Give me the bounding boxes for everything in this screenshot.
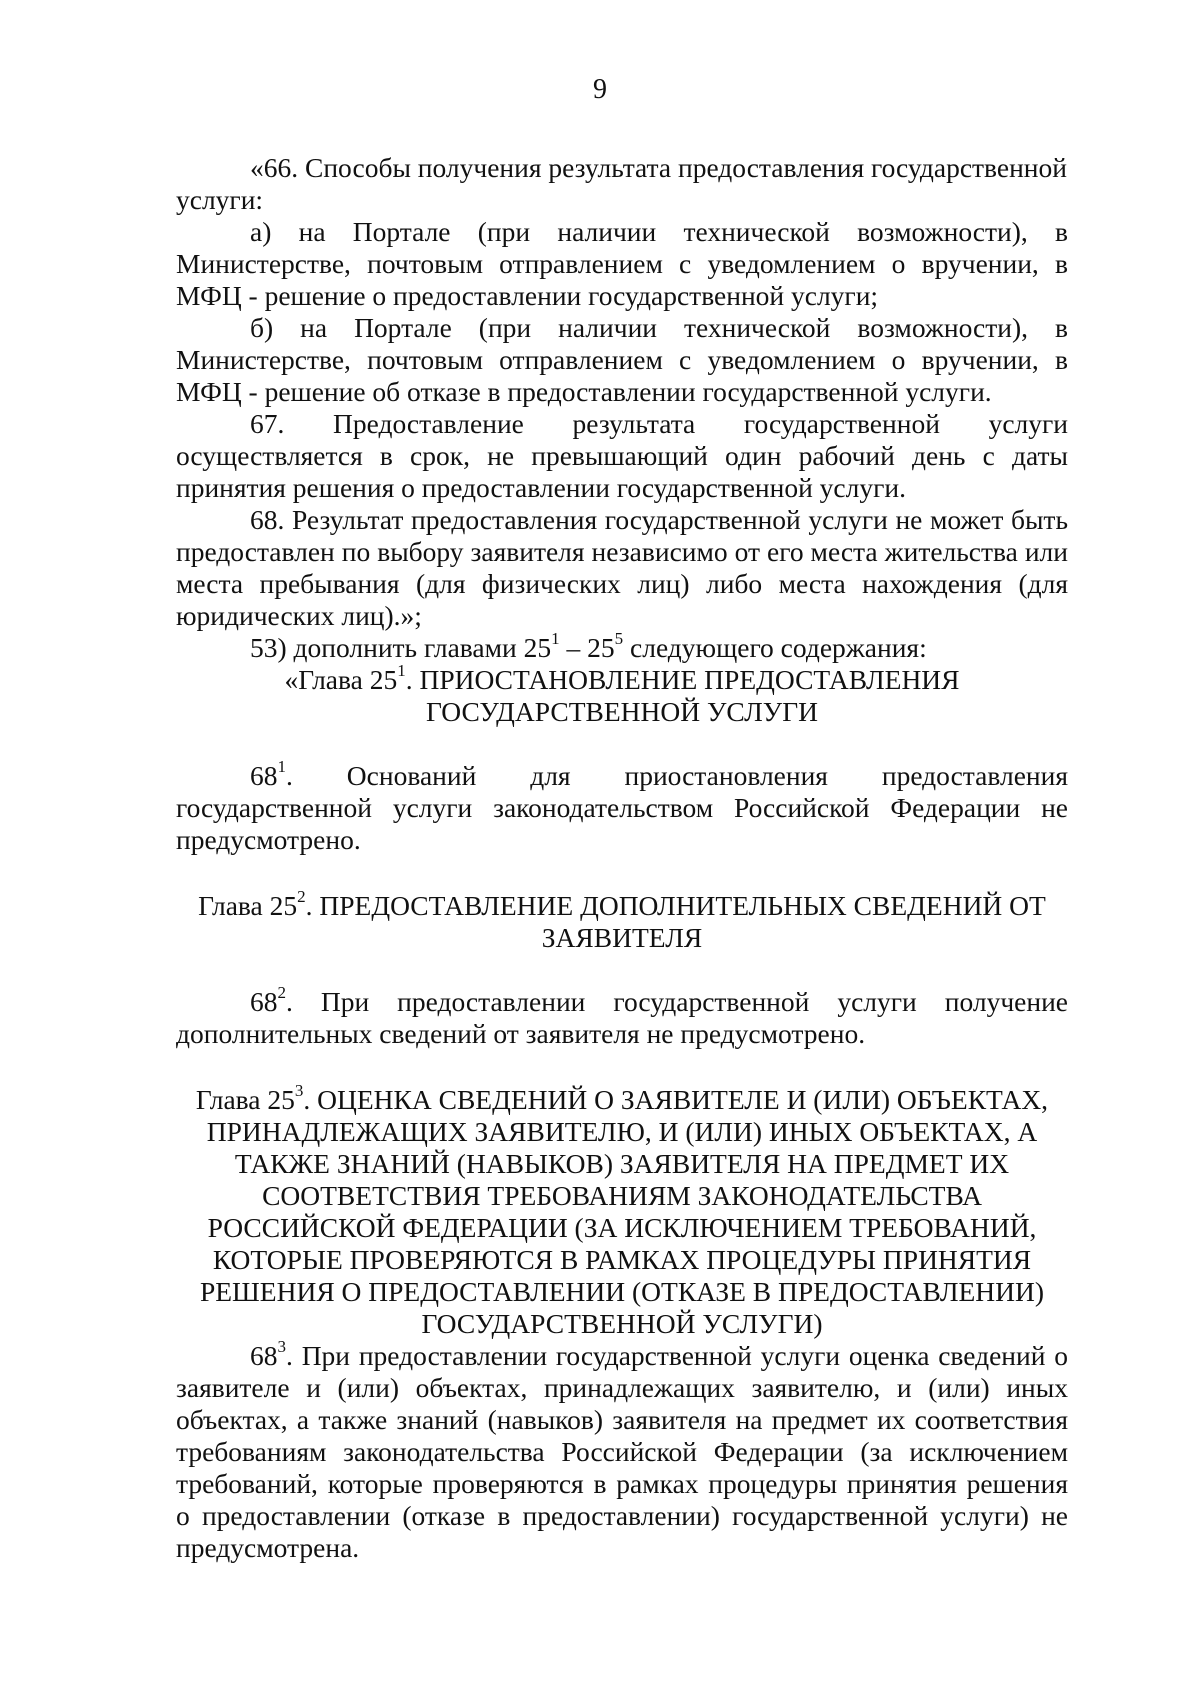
superscript: 5 — [614, 629, 624, 649]
heading-line: РЕШЕНИЯ О ПРЕДОСТАВЛЕНИИ (ОТКАЗЕ В ПРЕДОСТАВЛЕНИИ) — [199, 1276, 1045, 1307]
heading-line: КОТОРЫЕ ПРОВЕРЯЮТСЯ В РАМКАХ ПРОЦЕДУРЫ ПРИНЯТИЯ — [212, 1244, 1032, 1275]
document-body — [176, 152, 1068, 1564]
superscript: 1 — [397, 661, 406, 681]
paragraph-number: 68 — [250, 760, 278, 791]
heading-text: Глава 25 — [198, 890, 298, 921]
heading-text: . ОЦЕНКА СВЕДЕНИЙ О ЗАЯВИТЕЛЕ И (ИЛИ) ОБЪЕКТАХ, — [303, 1084, 1049, 1115]
paragraph-66-continued: услуги: — [176, 184, 264, 215]
spacer — [176, 1050, 1068, 1084]
chapter-heading-25-3 — [176, 1081, 1068, 1340]
spacer — [176, 728, 1068, 760]
paragraph-text: . При предоставлении государственной услуги получение дополнительных сведений от заявителя не предусмотрено. — [176, 986, 1068, 1049]
heading-line: СООТВЕТСТВИЯ ТРЕБОВАНИЯМ ЗАКОНОДАТЕЛЬСТВА — [262, 1180, 982, 1211]
chapter-heading-25-2 — [176, 887, 1068, 954]
heading-line: ГОСУДАРСТВЕННОЙ УСЛУГИ — [426, 696, 818, 727]
paragraph-67: 67. Предоставление результата государственной услуги осуществляется в срок, не превышающий один рабочий день с даты принятия решения о предоставлении государственной услуги. — [176, 408, 1068, 503]
paragraph-66-b: б) на Портале (при наличии технической возможности), в Министерстве, почтовым отправлением с уведомлением о вручении, в МФЦ - решение об отказе в предоставлении государственной услуги. — [176, 312, 1068, 407]
heading-line: ГОСУДАРСТВЕННОЙ УСЛУГИ) — [421, 1308, 823, 1339]
paragraph-53 — [176, 629, 1068, 664]
paragraph-66-a: а) на Портале (при наличии технической возможности), в Министерстве, почтовым отправлением с уведомлением о вручении, в МФЦ - решение о предоставлении государственной услуги; — [176, 216, 1068, 311]
paragraph-text: . При предоставлении государственной услуги оценка сведений о заявителе и (или) объектах, принадлежащих заявителю, и (или) иных объектах, а также знаний (навыков) заявителя на предмет их соответствия требованиям законодательства Российской Федерации (за исключением требований, которые проверяются в рамках процедуры принятия решения о предоставлении (отказе в предоставлении) государственной услуги) не предусмотрена. — [176, 1340, 1068, 1563]
paragraph-text: . Оснований для приостановления предоставления государственной услуги законодательством Российской Федерации не предусмотрено. — [176, 760, 1068, 855]
paragraph-66 — [176, 152, 1068, 184]
superscript: 2 — [277, 983, 287, 1003]
paragraph-53-text: следующего содержания: — [623, 632, 927, 663]
spacer — [176, 856, 1068, 890]
paragraph-number: 68 — [250, 986, 278, 1017]
paragraph-53-text: – 25 — [559, 632, 615, 663]
superscript: 2 — [297, 887, 306, 907]
superscript: 3 — [277, 1337, 287, 1357]
heading-line: ТАКЖЕ ЗНАНИЙ (НАВЫКОВ) ЗАЯВИТЕЛЯ НА ПРЕДМЕТ ИХ — [234, 1148, 1010, 1179]
page-number: 9 — [593, 74, 607, 105]
heading-text: «Глава 25 — [284, 664, 398, 695]
superscript: 1 — [277, 757, 287, 777]
paragraph-68-3 — [176, 1337, 1068, 1564]
paragraph-68: 68. Результат предоставления государственной услуги не может быть предоставлен по выбору заявителя независимо от его места жительства или места пребывания (для физических лиц) либо места нахождения (для юридических лиц).»; — [176, 504, 1068, 631]
chapter-heading-25-1 — [176, 661, 1068, 728]
spacer — [176, 954, 1068, 986]
paragraph-53-text: 53) дополнить главами 25 — [250, 632, 552, 663]
heading-text: . ПРИОСТАНОВЛЕНИЕ ПРЕДОСТАВЛЕНИЯ — [405, 664, 960, 695]
heading-line — [176, 661, 1068, 696]
heading-line: ЗАЯВИТЕЛЯ — [541, 922, 703, 953]
paragraph-number: 68 — [250, 1340, 278, 1371]
heading-line — [176, 1081, 1068, 1116]
heading-line — [176, 887, 1068, 922]
paragraph-68-2 — [176, 983, 1068, 1050]
heading-line: ПРИНАДЛЕЖАЩИХ ЗАЯВИТЕЛЮ, И (ИЛИ) ИНЫХ ОБЪЕКТАХ, А — [206, 1116, 1038, 1147]
paragraph-66-line1: «66. Способы получения результата предоставления государственной — [250, 152, 1067, 183]
paragraph-68-1 — [176, 757, 1068, 856]
heading-line: РОССИЙСКОЙ ФЕДЕРАЦИИ (ЗА ИСКЛЮЧЕНИЕМ ТРЕБОВАНИЙ, — [207, 1212, 1037, 1243]
heading-text: . ПРЕДОСТАВЛЕНИЕ ДОПОЛНИТЕЛЬНЫХ СВЕДЕНИЙ ОТ — [305, 890, 1046, 921]
superscript: 1 — [551, 629, 560, 649]
heading-text: Глава 25 — [195, 1084, 295, 1115]
superscript: 3 — [294, 1081, 304, 1101]
